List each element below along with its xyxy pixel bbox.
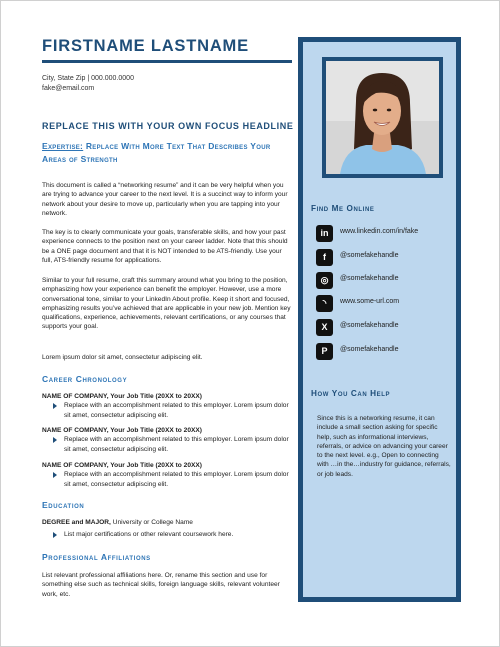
degree: DEGREE and MAJOR, [42, 519, 111, 526]
social-link-facebook[interactable] [316, 249, 456, 267]
x-icon: X [316, 319, 333, 336]
summary-paragraph-1: This document is called a “networking resume” and it can be very helpful when you are trying to advance your career to the next level. It is a succinct way to inform your network about your desire to move up, particularly when you are tapping into your network. [42, 182, 288, 217]
location-phone: City, State Zip | 000.000.0000 [42, 75, 134, 82]
linkedin-icon: in [316, 225, 333, 242]
bullet-arrow-icon [53, 437, 57, 443]
summary-paragraph-4: Lorem ipsum dolor sit amet, consectetur adipiscing elit. [42, 354, 203, 361]
job-title: NAME OF COMPANY, Your Job Title (20XX to 20XX) [42, 427, 202, 434]
social-link-instagram[interactable] [316, 272, 456, 290]
education-heading: Education [42, 500, 85, 510]
social-link-rss[interactable] [316, 295, 456, 313]
job-bullet: Replace with an accomplishment related to this employer. Lorem ipsum dolor sit amet, consectetur adipiscing elit. [42, 435, 292, 454]
focus-headline: REPLACE THIS WITH YOUR OWN FOCUS HEADLINE [42, 121, 294, 131]
social-link-linkedin[interactable] [316, 225, 456, 243]
social-label: @somefakehandle [340, 252, 399, 259]
social-link-x[interactable] [316, 319, 456, 337]
career-heading: Career Chronology [42, 374, 128, 384]
job-title: NAME OF COMPANY, Your Job Title (20XX to 20XX) [42, 462, 202, 469]
email[interactable]: fake@email.com [42, 85, 95, 92]
job-title: NAME OF COMPANY, Your Job Title (20XX to 20XX) [42, 393, 202, 400]
full-name: FIRSTNAME LASTNAME [42, 37, 249, 55]
bullet-arrow-icon [53, 403, 57, 409]
education-entry [42, 518, 292, 540]
job-entry [42, 426, 292, 454]
expertise-headline [42, 140, 292, 166]
job-entry [42, 461, 292, 489]
help-text: Since this is a networking resume, it can include a small section asking for specific help, such as informational interviews, referrals, or advice on advancing your career to the next level. e.g., Open to connecting with …in the…industry for guidance, referrals, or job leads. [317, 415, 451, 478]
summary-paragraph-3: Similar to your full resume, craft this summary around what you bring to the position, emphasizing how your experience can benefit the employer. However, use a more conversational tone, similar to your LinkedIn About profile. Keep it short and focused, emphasizing results you’ve achieved that are applicable in your new job. Mention key qualifications, experience, achievements, relevant certifications, or any courses that supports your goal. [42, 277, 291, 331]
profile-photo [326, 61, 439, 174]
social-label: www.some-url.com [340, 298, 400, 305]
school: University or College Name [110, 519, 193, 526]
name-divider [42, 60, 292, 63]
rss-icon: ◝ [316, 295, 333, 312]
job-bullet: Replace with an accomplishment related to this employer. Lorem ipsum dolor sit amet, consectetur adipiscing elit. [42, 470, 292, 489]
expertise-text: Replace With More Text That Describes Your Areas of Strength [42, 141, 271, 164]
social-label: @somefakehandle [340, 275, 399, 282]
education-bullet: List major certifications or other relevant coursework here. [42, 530, 292, 539]
job-bullet: Replace with an accomplishment related to this employer. Lorem ipsum dolor sit amet, consectetur adipiscing elit. [42, 401, 292, 420]
social-label: www.linkedin.com/in/fake [340, 228, 419, 235]
bullet-arrow-icon [53, 472, 57, 478]
bullet-arrow-icon [53, 532, 57, 538]
name-block [42, 37, 292, 56]
profile-photo-illustration [326, 61, 439, 174]
contact-info [42, 74, 134, 94]
facebook-icon: f [316, 249, 333, 266]
affiliations-text: List relevant professional affiliations here. Or, rename this section and use for something else such as technical skills, foreign language skills, relevant volunteer work, etc. [42, 572, 280, 598]
social-label: @somefakehandle [340, 346, 399, 353]
help-heading: How You Can Help [311, 389, 391, 398]
job-entry [42, 392, 292, 420]
find-me-heading: Find Me Online [311, 204, 375, 213]
expertise-label: Expertise: [42, 141, 84, 151]
social-link-pinterest[interactable] [316, 343, 456, 361]
instagram-icon: ◎ [316, 272, 333, 289]
social-label: @somefakehandle [340, 322, 399, 329]
affiliations-heading: Professional Affiliations [42, 552, 151, 562]
summary-paragraph-2: The key is to clearly communicate your goals, transferable skills, and how your past experience connects to the position next on your career ladder. Note that this should be a ONE page document and that it is NOT intended to be ATS-friendly. Use your full, ATS-friendly resume for applications. [42, 229, 288, 264]
pinterest-icon: P [316, 343, 333, 360]
